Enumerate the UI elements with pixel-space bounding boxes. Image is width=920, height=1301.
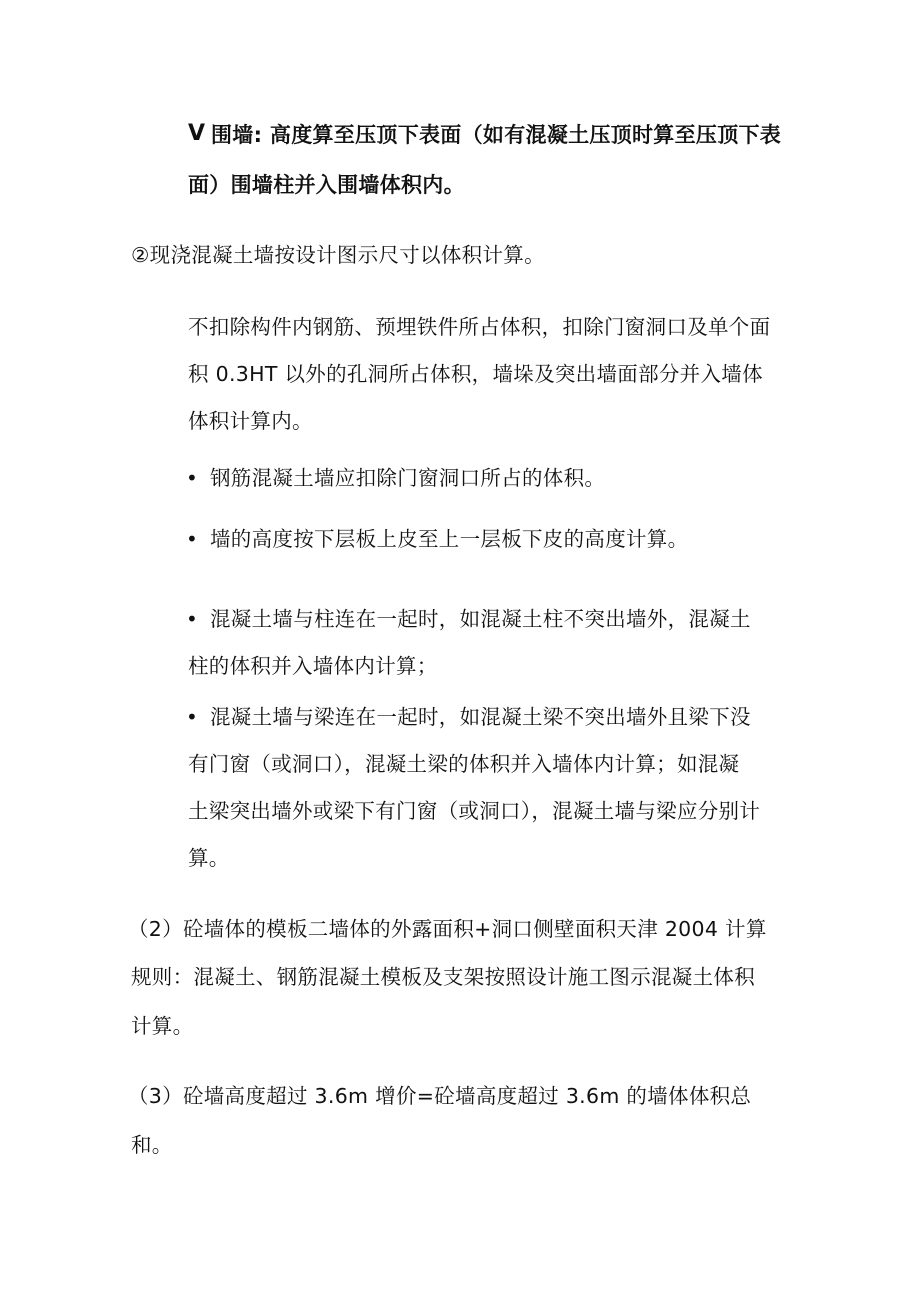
section-marker: V xyxy=(188,121,206,146)
bullet-item-3-line-2: 柱的体积并入墙体内计算； xyxy=(188,654,438,678)
section-v-line-1: 围墙: 高度算至压顶下表面（如有混凝土压顶时算至压顶下表 xyxy=(211,123,782,147)
item-p3-line-2: 和。 xyxy=(131,1133,173,1157)
bullet-marker: • xyxy=(186,466,198,490)
bullet-item-1: 钢筋混凝土墙应扣除门窗洞口所占的体积。 xyxy=(210,466,606,490)
bullet-item-4-line-4: 算。 xyxy=(188,846,230,870)
bullet-item-3-line-1: 混凝土墙与柱连在一起时，如混凝土柱不突出墙外，混凝土 xyxy=(210,607,751,631)
item-2-heading: ②现浇混凝土墙按设计图示尺寸以体积计算。 xyxy=(131,243,545,267)
paragraph-line-1: 不扣除构件内钢筋、预埋铁件所占体积，扣除门窗洞口及单个面 xyxy=(188,315,771,339)
item-p2-line-2: 规则：混凝土、钢筋混凝土模板及支架按照设计施工图示混凝土体积 xyxy=(131,965,755,989)
bullet-marker: • xyxy=(186,527,198,551)
section-v-line-2: 面）围墙柱并入围墙体积内。 xyxy=(188,173,465,197)
bullet-marker: • xyxy=(186,607,198,631)
item-p2-line-3: 计算。 xyxy=(131,1014,194,1038)
bullet-item-4-line-1: 混凝土墙与梁连在一起时，如混凝土梁不突出墙外且梁下没 xyxy=(210,705,751,729)
bullet-marker: • xyxy=(186,705,198,729)
bullet-item-4-line-3: 土梁突出墙外或梁下有门窗（或洞口），混凝土墙与梁应分别计 xyxy=(188,799,761,823)
paragraph-line-3: 体积计算内。 xyxy=(188,409,313,433)
bullet-item-2: 墙的高度按下层板上皮至上一层板下皮的高度计算。 xyxy=(210,527,689,551)
paragraph-line-2: 积 0.3HT 以外的孔洞所占体积，墙垛及突出墙面部分并入墙体 xyxy=(188,362,763,386)
bullet-item-4-line-2: 有门窗（或洞口），混凝土梁的体积并入墙体内计算；如混凝 xyxy=(188,752,740,776)
item-p3-line-1: （3）砼墙高度超过 3.6m 增价=砼墙高度超过 3.6m 的墙体体积总 xyxy=(128,1084,752,1108)
item-p2-line-1: （2）砼墙体的模板二墙体的外露面积+洞口侧壁面积天津 2004 计算 xyxy=(128,917,767,941)
